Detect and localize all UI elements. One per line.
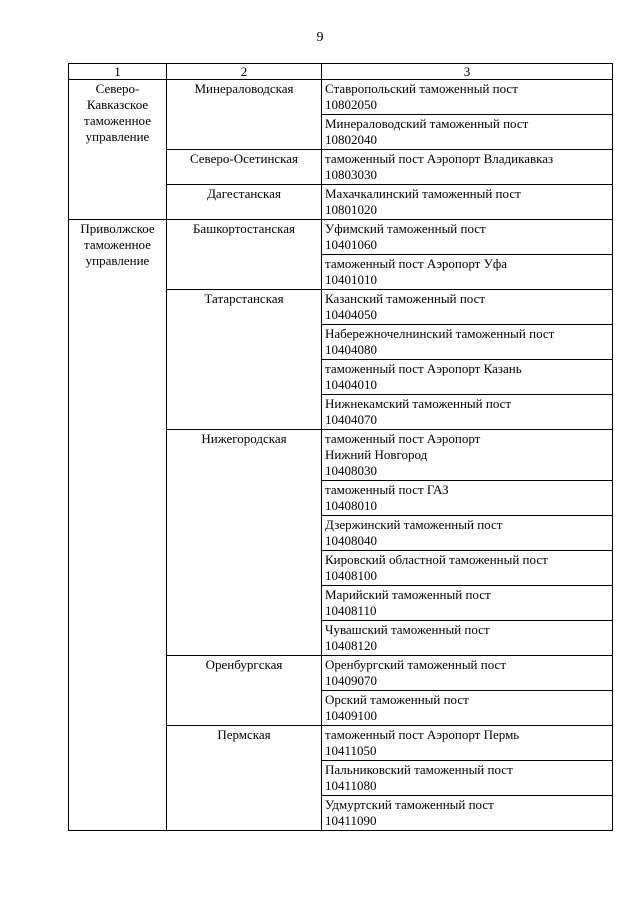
post-code: 10408120: [325, 638, 377, 653]
post-cell: [322, 621, 613, 656]
post-cell: [322, 255, 613, 290]
post-name: Марийский таможенный пост: [325, 587, 491, 602]
header-row: [69, 64, 613, 80]
post-name: таможенный пост Аэропорт Пермь: [325, 727, 520, 742]
post-name: таможенный пост Аэропорт Владикавказ: [325, 151, 554, 166]
post-code: 10401010: [325, 272, 377, 287]
customs-cell: Дагестанская: [167, 185, 322, 220]
post-code: 10411080: [325, 778, 377, 793]
post-cell: [322, 115, 613, 150]
administration-cell: Северо- Кавказское таможенное управление: [69, 80, 167, 220]
customs-posts-table: [68, 63, 613, 831]
post-cell: [322, 586, 613, 621]
table-row: [69, 80, 613, 115]
customs-cell: Северо-Осетинская: [167, 150, 322, 185]
table-row: [69, 220, 613, 255]
post-cell: [322, 325, 613, 360]
customs-cell: Башкортостанская: [167, 220, 322, 290]
post-name: Ставропольский таможенный пост: [325, 81, 518, 96]
post-cell: [322, 290, 613, 325]
post-cell: [322, 551, 613, 586]
post-name: Чувашский таможенный пост: [325, 622, 490, 637]
post-code: 10801020: [325, 202, 377, 217]
page-number: 9: [316, 30, 324, 45]
post-cell: [322, 360, 613, 395]
post-code: 10802050: [325, 97, 377, 112]
post-code: 10408010: [325, 498, 377, 513]
table-body: [69, 80, 613, 831]
post-name: Минераловодский таможенный пост: [325, 116, 529, 131]
post-cell: [322, 656, 613, 691]
post-code: 10408040: [325, 533, 377, 548]
post-name: таможенный пост Аэропорт Казань: [325, 361, 522, 376]
post-code: 10401060: [325, 237, 377, 252]
post-name: таможенный пост Аэропорт Уфа: [325, 256, 508, 271]
post-code: 10803030: [325, 167, 377, 182]
post-name: Кировский областной таможенный пост: [325, 552, 548, 567]
post-cell: [322, 516, 613, 551]
post-code: 10409070: [325, 673, 377, 688]
post-code: 10404080: [325, 342, 377, 357]
post-code: 10404050: [325, 307, 377, 322]
administration-cell: Приволжское таможенное управление: [69, 220, 167, 831]
column-header-1: 1: [69, 64, 167, 80]
post-name: Оренбургский таможенный пост: [325, 657, 506, 672]
post-name: Набережночелнинский таможенный пост: [325, 326, 555, 341]
post-name: Дзержинский таможенный пост: [325, 517, 503, 532]
customs-cell: Нижегородская: [167, 430, 322, 656]
post-name: Пальниковский таможенный пост: [325, 762, 513, 777]
post-code: 10408030: [325, 463, 377, 478]
customs-cell: Оренбургская: [167, 656, 322, 726]
post-code: 10411050: [325, 743, 377, 758]
post-name: таможенный пост Аэропорт Нижний Новгород: [325, 431, 481, 462]
post-code: 10802040: [325, 132, 377, 147]
post-name: Казанский таможенный пост: [325, 291, 486, 306]
post-code: 10404070: [325, 412, 377, 427]
customs-cell: Пермская: [167, 726, 322, 831]
post-cell: [322, 726, 613, 761]
post-name: таможенный пост ГАЗ: [325, 482, 449, 497]
post-cell: [322, 796, 613, 831]
post-cell: [322, 481, 613, 516]
post-code: 10411090: [325, 813, 377, 828]
post-name: Махачкалинский таможенный пост: [325, 186, 521, 201]
post-cell: [322, 220, 613, 255]
post-cell: [322, 185, 613, 220]
column-header-2: 2: [167, 64, 322, 80]
post-cell: [322, 761, 613, 796]
post-cell: [322, 150, 613, 185]
column-header-3: 3: [322, 64, 613, 80]
post-name: Удмуртский таможенный пост: [325, 797, 494, 812]
post-code: 10409100: [325, 708, 377, 723]
post-cell: [322, 80, 613, 115]
post-name: Нижнекамский таможенный пост: [325, 396, 512, 411]
post-cell: [322, 430, 613, 481]
customs-cell: Минераловодская: [167, 80, 322, 150]
post-cell: [322, 395, 613, 430]
post-name: Уфимский таможенный пост: [325, 221, 486, 236]
post-name: Орский таможенный пост: [325, 692, 469, 707]
post-code: 10404010: [325, 377, 377, 392]
post-cell: [322, 691, 613, 726]
post-code: 10408110: [325, 603, 377, 618]
customs-cell: Татарстанская: [167, 290, 322, 430]
post-code: 10408100: [325, 568, 377, 583]
